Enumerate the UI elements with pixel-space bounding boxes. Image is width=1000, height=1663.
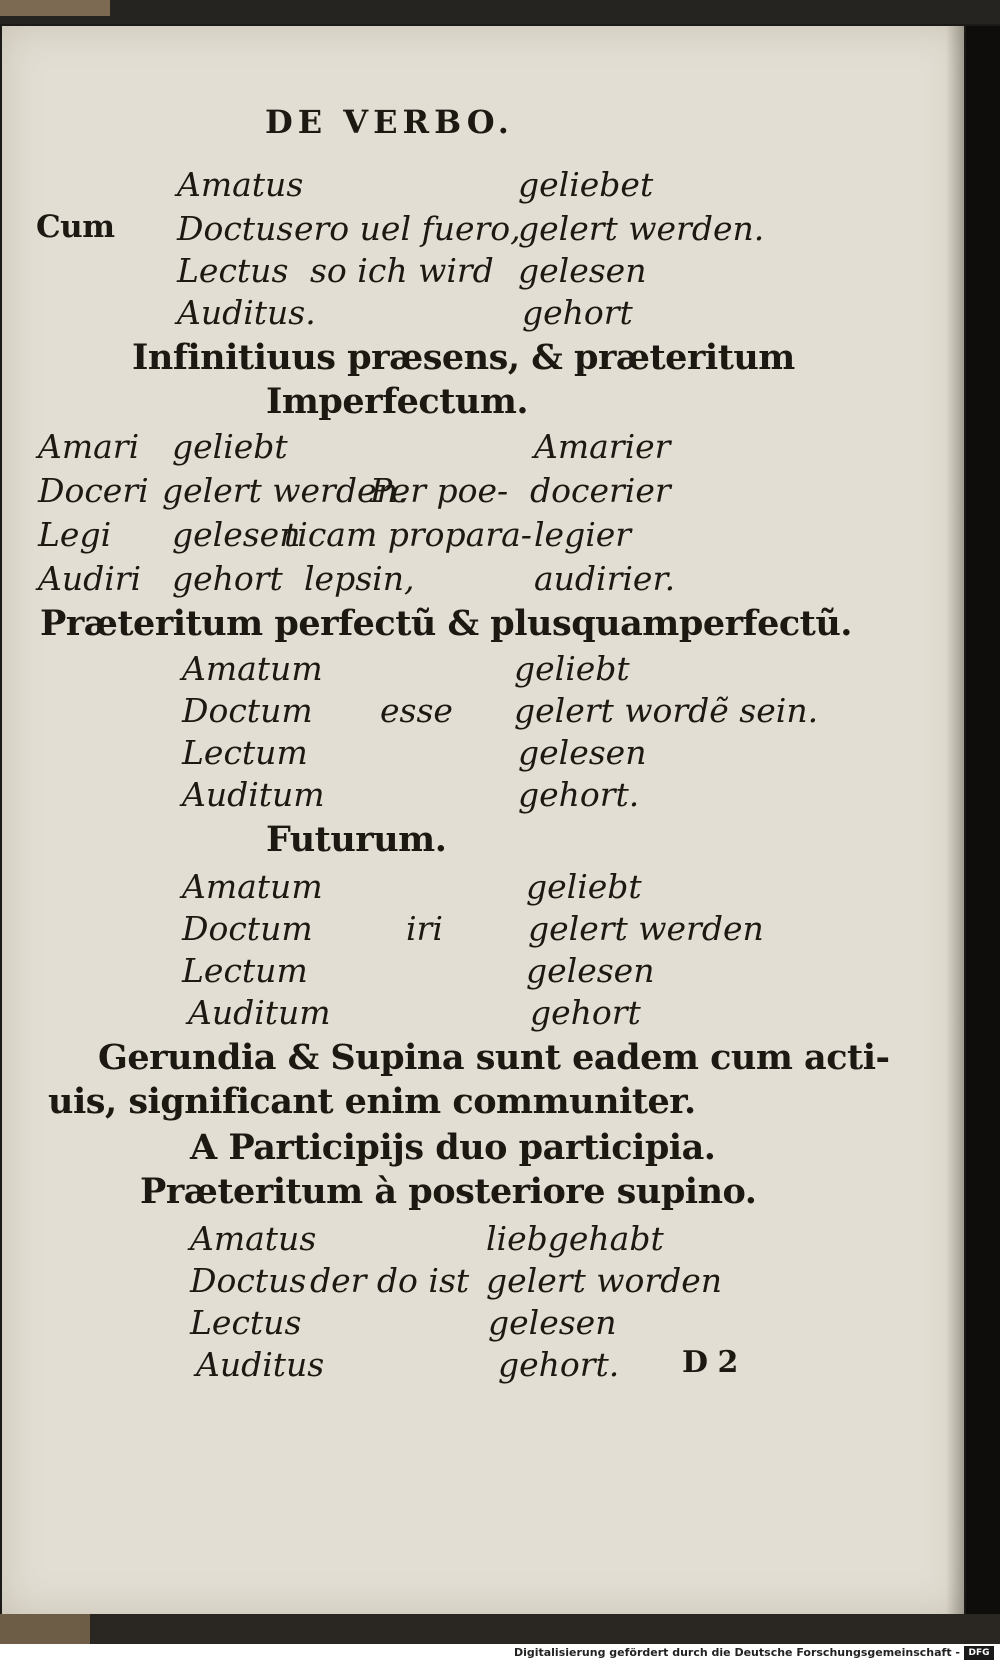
book-page bbox=[2, 26, 964, 1614]
latin-word: Auditum bbox=[188, 993, 331, 1032]
german-word: geliebt bbox=[514, 649, 630, 688]
german-word: liebgehabt bbox=[486, 1219, 664, 1258]
section-heading: Infinitiuus præsens, & præteritum bbox=[132, 337, 795, 378]
german-word: gelert wordẽ sein. bbox=[514, 691, 819, 730]
latin-word: Amatus bbox=[177, 165, 304, 204]
german-word: gelesen bbox=[526, 951, 655, 990]
german-word: geliebt bbox=[526, 867, 642, 906]
german-word: gelesen bbox=[172, 515, 301, 554]
alt-form: legier bbox=[534, 515, 632, 554]
german-word: gehort bbox=[522, 293, 633, 332]
german-word: geliebet bbox=[518, 165, 654, 204]
side-note: lepsin, bbox=[304, 559, 415, 598]
german-word: gelesen bbox=[518, 251, 647, 290]
alt-form: docerier bbox=[530, 471, 671, 510]
funding-credit: Digitalisierung gefördert durch die Deutsche Forschungsgemeinschaft - bbox=[513, 1646, 960, 1659]
german-word: gehort. bbox=[498, 1345, 620, 1384]
signature-mark: D 2 bbox=[682, 1345, 738, 1380]
auxiliary-verb: esse bbox=[380, 691, 453, 730]
latin-word: Amatum bbox=[182, 649, 323, 688]
latin-word: Amatum bbox=[182, 867, 323, 906]
side-label: Cum bbox=[36, 209, 115, 245]
latin-word: Doceri bbox=[38, 471, 149, 510]
german-word: gehort. bbox=[518, 775, 640, 814]
alt-form: audirier. bbox=[534, 559, 676, 598]
book-edge bbox=[0, 1614, 90, 1644]
german-word: gehort bbox=[172, 559, 283, 598]
german-word: gelert werden. bbox=[162, 471, 409, 510]
latin-word: Lectus bbox=[190, 1303, 302, 1342]
paragraph-line: uis, significant enim communiter. bbox=[48, 1081, 696, 1122]
latin-word: Audiri bbox=[38, 559, 142, 598]
latin-word: Legi bbox=[38, 515, 112, 554]
alt-form: Amarier bbox=[534, 427, 671, 466]
side-note: Per poe- bbox=[370, 471, 509, 510]
latin-word: Auditus. bbox=[177, 293, 316, 332]
latin-word: Lectum bbox=[182, 951, 308, 990]
top-scan-border bbox=[0, 0, 1000, 24]
german-word: gelert werden bbox=[528, 909, 764, 948]
latin-connector: der do ist bbox=[310, 1261, 470, 1300]
german-word: gelert werden. bbox=[518, 209, 765, 248]
german-word: gelesen bbox=[488, 1303, 617, 1342]
auxiliary-verb: iri bbox=[406, 909, 443, 948]
dfg-logo: DFG bbox=[964, 1646, 994, 1660]
latin-word: Auditus bbox=[196, 1345, 325, 1384]
german-word: gelesen bbox=[518, 733, 647, 772]
latin-word: Lectus bbox=[177, 251, 289, 290]
latin-word: Doctus bbox=[177, 209, 294, 248]
side-note: ticam propara- bbox=[284, 515, 532, 554]
book-spine-shadow bbox=[966, 26, 1000, 1614]
section-heading: Præteritum à posteriore supino. bbox=[140, 1171, 757, 1212]
bottom-scan-border bbox=[0, 1614, 1000, 1644]
latin-word: Lectum bbox=[182, 733, 308, 772]
latin-connector: ero uel fuero, bbox=[294, 209, 521, 248]
paragraph-line: Gerundia & Supina sunt eadem cum acti- bbox=[98, 1037, 890, 1078]
section-heading: Præteritum perfectũ & plusquamperfectũ. bbox=[40, 603, 852, 644]
latin-word: Amatus bbox=[190, 1219, 317, 1258]
section-heading: Futurum. bbox=[266, 819, 447, 860]
latin-word: Doctum bbox=[182, 691, 313, 730]
latin-word: Doctum bbox=[182, 909, 313, 948]
german-word: geliebt bbox=[172, 427, 288, 466]
german-word: gelert worden bbox=[486, 1261, 723, 1300]
latin-connector: so ich wird bbox=[310, 251, 494, 290]
digitization-footer bbox=[0, 1644, 1000, 1663]
latin-word: Doctus bbox=[190, 1261, 307, 1300]
running-header: DE VERBO. bbox=[265, 103, 514, 141]
latin-word: Auditum bbox=[182, 775, 325, 814]
book-edge bbox=[0, 0, 110, 16]
section-heading: A Participijs duo participia. bbox=[190, 1127, 716, 1168]
section-heading: Imperfectum. bbox=[266, 381, 529, 422]
latin-word: Amari bbox=[38, 427, 140, 466]
german-word: gehort bbox=[530, 993, 641, 1032]
